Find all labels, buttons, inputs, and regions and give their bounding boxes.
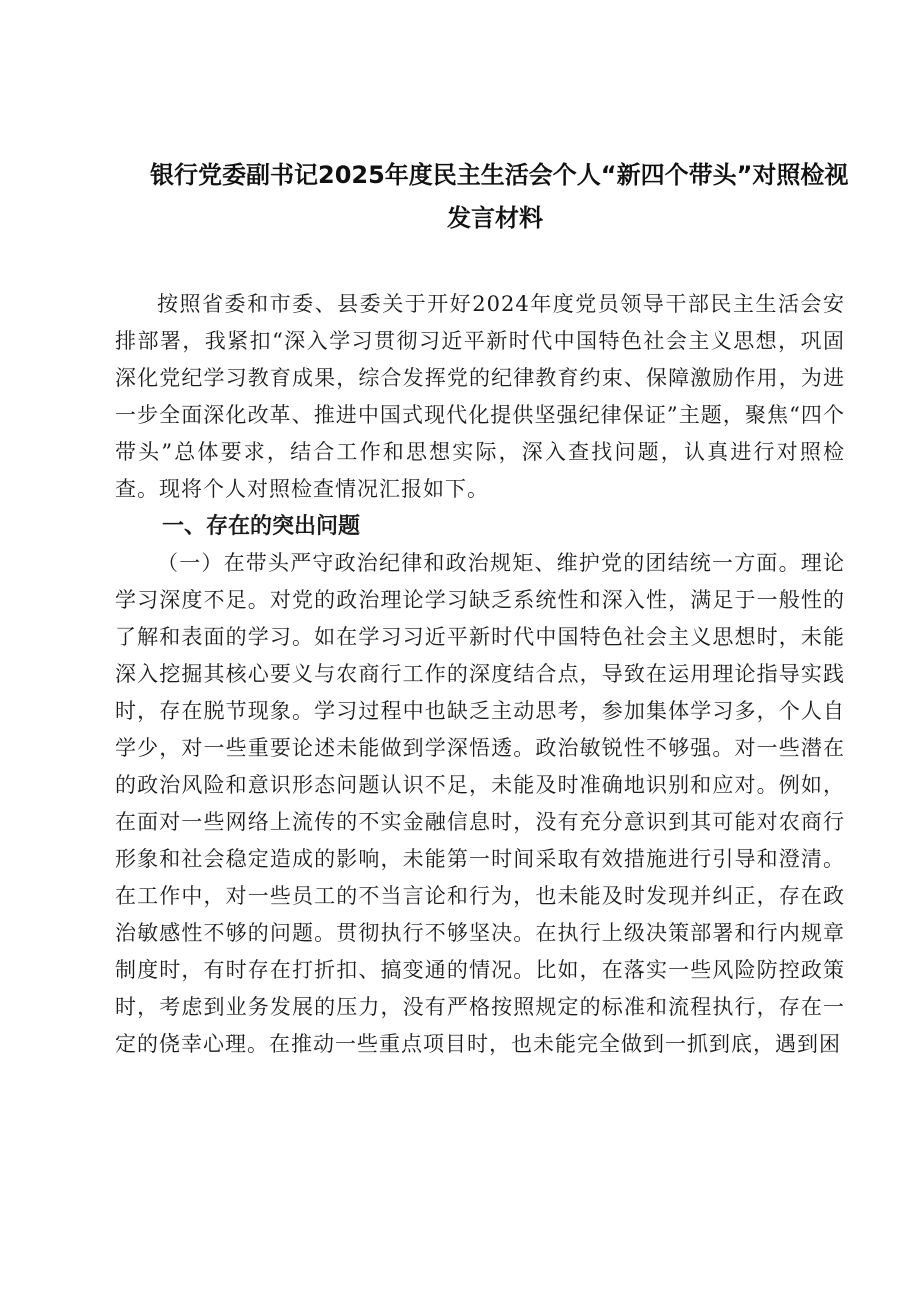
document-title-line-2: 发言材料 (447, 204, 543, 232)
document-title-line-1: 银行党委副书记2025年度民主生活会个人“新四个带头”对照检视 (150, 161, 849, 189)
intro-paragraph: 按照省委和市委、县委关于开好2024年度党员领导干部民主生活会安排部署，我紧扣“深入学习贯彻习近平新时代中国特色社会主义思想，巩固深化党纪学习教育成果，综合发挥党的纪律教育约束、保障激励作用，为进一步全面深化改革、推进中国式现代化提供坚强纪律保证”主题，聚焦“四个带头”总体要求，结合工作和思想实际，深入查找问题，认真进行对照检查。现将个人对照检查情况汇报如下。 (115, 292, 845, 501)
document-body (115, 286, 845, 1063)
section-paragraph: （一）在带头严守政治纪律和政治规矩、维护党的团结统一方面。理论学习深度不足。对党的政治理论学习缺乏系统性和深入性，满足于一般性的了解和表面的学习。如在学习习近平新时代中国特色社会主义思想时，未能深入挖掘其核心要义与农商行工作的深度结合点，导致在运用理论指导实践时，存在脱节现象。学习过程中也缺乏主动思考，参加集体学习多，个人自学少，对一些重要论述未能做到学深悟透。政治敏锐性不够强。对一些潜在的政治风险和意识形态问题认识不足，未能及时准确地识别和应对。例如，在面对一些网络上流传的不实金融信息时，没有充分意识到其可能对农商行形象和社会稳定造成的影响，未能第一时间采取有效措施进行引导和澄清。在工作中，对一些员工的不当言论和行为，也未能及时发现并纠正，存在政治敏感性不够的问题。贯彻执行不够坚决。在执行上级决策部署和行内规章制度时，有时存在打折扣、搞变通的情况。比如，在落实一些风险防控政策时，考虑到业务发展的压力，没有严格按照规定的标准和流程执行，存在一定的侥幸心理。在推动一些重点项目时，也未能完全做到一抓到底，遇到困 (115, 551, 845, 1056)
section-heading: 一、存在的突出问题 (162, 514, 361, 539)
